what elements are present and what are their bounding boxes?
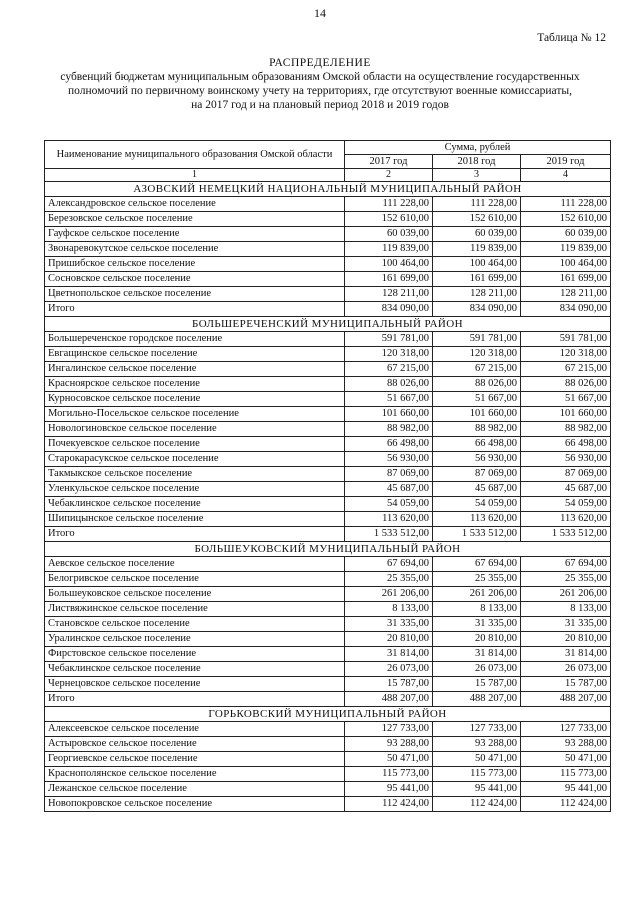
table-row — [45, 392, 611, 407]
table-row — [45, 602, 611, 617]
district-name: БОЛЬШЕРЕЧЕНСКИЙ МУНИЦИПАЛЬНЫЙ РАЙОН — [45, 317, 611, 332]
amount-cell: 591 781,00 — [433, 332, 521, 347]
amount-cell: 50 471,00 — [345, 752, 433, 767]
table-row — [45, 617, 611, 632]
amount-cell: 120 318,00 — [433, 347, 521, 362]
table-row — [45, 677, 611, 692]
amount-cell: 8 133,00 — [433, 602, 521, 617]
amount-cell: 67 215,00 — [433, 362, 521, 377]
index-cell: 4 — [521, 169, 611, 182]
table-row — [45, 272, 611, 287]
amount-cell: 112 424,00 — [433, 797, 521, 812]
year-header-2018: 2018 год — [433, 155, 521, 169]
settlement-name: Красноярское сельское поселение — [45, 377, 345, 392]
amount-cell: 95 441,00 — [521, 782, 611, 797]
amount-cell: 8 133,00 — [521, 602, 611, 617]
amount-cell: 88 982,00 — [345, 422, 433, 437]
amount-cell: 31 814,00 — [433, 647, 521, 662]
amount-cell: 93 288,00 — [521, 737, 611, 752]
amount-cell: 67 694,00 — [345, 557, 433, 572]
settlement-name: Уленкульское сельское поселение — [45, 482, 345, 497]
amount-cell: 112 424,00 — [521, 797, 611, 812]
amount-cell: 88 982,00 — [521, 422, 611, 437]
year-header-2019: 2019 год — [521, 155, 611, 169]
settlement-name: Листвяжинское сельское поселение — [45, 602, 345, 617]
amount-cell: 101 660,00 — [345, 407, 433, 422]
table-row — [45, 767, 611, 782]
amount-cell: 112 424,00 — [345, 797, 433, 812]
page-number: 14 — [314, 6, 326, 20]
amount-cell: 60 039,00 — [521, 227, 611, 242]
amount-cell: 15 787,00 — [521, 677, 611, 692]
table-row — [45, 797, 611, 812]
amount-cell: 50 471,00 — [433, 752, 521, 767]
table-row — [45, 227, 611, 242]
district-row — [45, 707, 611, 722]
amount-cell: 119 839,00 — [345, 242, 433, 257]
heading-line-3: на 2017 год и на плановый период 2018 и 2019 годов — [191, 99, 449, 111]
amount-cell: 67 215,00 — [521, 362, 611, 377]
sum-column-header: Сумма, рублей — [345, 141, 611, 155]
table-row — [45, 557, 611, 572]
heading-line-2: полномочий по первичному воинскому учету на территориях, где отсутствуют военные комиссариаты, — [68, 85, 572, 97]
amount-cell: 31 814,00 — [345, 647, 433, 662]
amount-cell: 88 982,00 — [433, 422, 521, 437]
amount-cell: 45 687,00 — [345, 482, 433, 497]
settlement-name: Цветнопольское сельское поселение — [45, 287, 345, 302]
table-row — [45, 407, 611, 422]
settlement-name: Почекуевское сельское поселение — [45, 437, 345, 452]
amount-cell: 115 773,00 — [345, 767, 433, 782]
amount-cell: 67 694,00 — [433, 557, 521, 572]
heading-title: РАСПРЕДЕЛЕНИЕ — [269, 57, 371, 69]
amount-cell: 51 667,00 — [521, 392, 611, 407]
amount-cell: 54 059,00 — [433, 497, 521, 512]
settlement-name: Чебаклинское сельское поселение — [45, 662, 345, 677]
amount-cell: 93 288,00 — [345, 737, 433, 752]
amount-cell: 488 207,00 — [345, 692, 433, 707]
amount-cell: 60 039,00 — [433, 227, 521, 242]
table-row — [45, 482, 611, 497]
amount-cell: 25 355,00 — [345, 572, 433, 587]
settlement-name: Большереченское городское поселение — [45, 332, 345, 347]
amount-cell: 127 733,00 — [433, 722, 521, 737]
amount-cell: 100 464,00 — [345, 257, 433, 272]
district-name: АЗОВСКИЙ НЕМЕЦКИЙ НАЦИОНАЛЬНЫЙ МУНИЦИПАЛЬНЫЙ РАЙОН — [45, 182, 611, 197]
amount-cell: 1 533 512,00 — [433, 527, 521, 542]
settlement-name: Краснополянское сельское поселение — [45, 767, 345, 782]
settlement-name: Гауфское сельское поселение — [45, 227, 345, 242]
amount-cell: 51 667,00 — [345, 392, 433, 407]
settlement-name: Чебаклинское сельское поселение — [45, 497, 345, 512]
table-row — [45, 332, 611, 347]
table-row — [45, 587, 611, 602]
table-row — [45, 422, 611, 437]
amount-cell: 25 355,00 — [521, 572, 611, 587]
table-row — [45, 347, 611, 362]
table-row — [45, 527, 611, 542]
amount-cell: 113 620,00 — [521, 512, 611, 527]
amount-cell: 93 288,00 — [433, 737, 521, 752]
amount-cell: 31 335,00 — [433, 617, 521, 632]
amount-cell: 113 620,00 — [433, 512, 521, 527]
settlement-name: Аевское сельское поселение — [45, 557, 345, 572]
amount-cell: 1 533 512,00 — [521, 527, 611, 542]
settlement-name: Итого — [45, 692, 345, 707]
table-body — [45, 182, 611, 812]
table-row — [45, 197, 611, 212]
amount-cell: 161 699,00 — [345, 272, 433, 287]
amount-cell: 834 090,00 — [345, 302, 433, 317]
amount-cell: 488 207,00 — [521, 692, 611, 707]
district-row — [45, 317, 611, 332]
subsidy-table — [44, 140, 611, 812]
settlement-name: Сосновское сельское поселение — [45, 272, 345, 287]
settlement-name: Астыровское сельское поселение — [45, 737, 345, 752]
amount-cell: 26 073,00 — [433, 662, 521, 677]
settlement-name: Итого — [45, 527, 345, 542]
amount-cell: 488 207,00 — [433, 692, 521, 707]
amount-cell: 8 133,00 — [345, 602, 433, 617]
table-row — [45, 377, 611, 392]
amount-cell: 127 733,00 — [521, 722, 611, 737]
amount-cell: 111 228,00 — [345, 197, 433, 212]
table-row — [45, 452, 611, 467]
amount-cell: 161 699,00 — [433, 272, 521, 287]
table-row — [45, 257, 611, 272]
table-row — [45, 512, 611, 527]
table-row — [45, 287, 611, 302]
amount-cell: 50 471,00 — [521, 752, 611, 767]
amount-cell: 115 773,00 — [433, 767, 521, 782]
settlement-name: Ингалинское сельское поселение — [45, 362, 345, 377]
amount-cell: 56 930,00 — [521, 452, 611, 467]
amount-cell: 26 073,00 — [521, 662, 611, 677]
table-row — [45, 242, 611, 257]
amount-cell: 115 773,00 — [521, 767, 611, 782]
settlement-name: Александровское сельское поселение — [45, 197, 345, 212]
table-label: Таблица № 12 — [537, 32, 606, 44]
amount-cell: 87 069,00 — [345, 467, 433, 482]
settlement-name: Георгиевское сельское поселение — [45, 752, 345, 767]
settlement-name: Пришибское сельское поселение — [45, 257, 345, 272]
table-row — [45, 752, 611, 767]
district-row — [45, 182, 611, 197]
amount-cell: 66 498,00 — [521, 437, 611, 452]
amount-cell: 128 211,00 — [345, 287, 433, 302]
amount-cell: 88 026,00 — [345, 377, 433, 392]
amount-cell: 161 699,00 — [521, 272, 611, 287]
amount-cell: 56 930,00 — [433, 452, 521, 467]
amount-cell: 101 660,00 — [433, 407, 521, 422]
district-name: ГОРЬКОВСКИЙ МУНИЦИПАЛЬНЫЙ РАЙОН — [45, 707, 611, 722]
table-row — [45, 632, 611, 647]
amount-cell: 66 498,00 — [345, 437, 433, 452]
amount-cell: 120 318,00 — [345, 347, 433, 362]
settlement-name: Алексеевское сельское поселение — [45, 722, 345, 737]
amount-cell: 152 610,00 — [345, 212, 433, 227]
district-row — [45, 542, 611, 557]
amount-cell: 128 211,00 — [521, 287, 611, 302]
amount-cell: 95 441,00 — [433, 782, 521, 797]
amount-cell: 87 069,00 — [433, 467, 521, 482]
amount-cell: 66 498,00 — [433, 437, 521, 452]
amount-cell: 591 781,00 — [521, 332, 611, 347]
amount-cell: 100 464,00 — [521, 257, 611, 272]
amount-cell: 20 810,00 — [433, 632, 521, 647]
settlement-name: Курносовское сельское поселение — [45, 392, 345, 407]
table-row — [45, 722, 611, 737]
index-cell: 1 — [45, 169, 345, 182]
settlement-name: Березовское сельское поселение — [45, 212, 345, 227]
amount-cell: 31 814,00 — [521, 647, 611, 662]
index-cell: 3 — [433, 169, 521, 182]
table-row — [45, 437, 611, 452]
table-row — [45, 662, 611, 677]
settlement-name: Лежанское сельское поселение — [45, 782, 345, 797]
amount-cell: 88 026,00 — [433, 377, 521, 392]
settlement-name: Новопокровское сельское поселение — [45, 797, 345, 812]
amount-cell: 834 090,00 — [433, 302, 521, 317]
settlement-name: Такмыкское сельское поселение — [45, 467, 345, 482]
amount-cell: 591 781,00 — [345, 332, 433, 347]
settlement-name: Чернецовское сельское поселение — [45, 677, 345, 692]
amount-cell: 261 206,00 — [433, 587, 521, 602]
amount-cell: 31 335,00 — [345, 617, 433, 632]
table-row — [45, 737, 611, 752]
settlement-name: Могильно-Посельское сельское поселение — [45, 407, 345, 422]
settlement-name: Уралинское сельское поселение — [45, 632, 345, 647]
amount-cell: 20 810,00 — [521, 632, 611, 647]
amount-cell: 20 810,00 — [345, 632, 433, 647]
amount-cell: 67 694,00 — [521, 557, 611, 572]
amount-cell: 31 335,00 — [521, 617, 611, 632]
amount-cell: 101 660,00 — [521, 407, 611, 422]
amount-cell: 111 228,00 — [433, 197, 521, 212]
amount-cell: 95 441,00 — [345, 782, 433, 797]
amount-cell: 120 318,00 — [521, 347, 611, 362]
year-header-2017: 2017 год — [345, 155, 433, 169]
amount-cell: 88 026,00 — [521, 377, 611, 392]
amount-cell: 1 533 512,00 — [345, 527, 433, 542]
table-row — [45, 302, 611, 317]
amount-cell: 113 620,00 — [345, 512, 433, 527]
document-heading — [20, 56, 620, 112]
amount-cell: 67 215,00 — [345, 362, 433, 377]
table-row — [45, 692, 611, 707]
settlement-name: Итого — [45, 302, 345, 317]
index-cell: 2 — [345, 169, 433, 182]
amount-cell: 45 687,00 — [521, 482, 611, 497]
settlement-name: Шипицынское сельское поселение — [45, 512, 345, 527]
settlement-name: Евгащинское сельское поселение — [45, 347, 345, 362]
amount-cell: 15 787,00 — [345, 677, 433, 692]
amount-cell: 111 228,00 — [521, 197, 611, 212]
table-row — [45, 782, 611, 797]
amount-cell: 127 733,00 — [345, 722, 433, 737]
amount-cell: 119 839,00 — [433, 242, 521, 257]
settlement-name: Белогривское сельское поселение — [45, 572, 345, 587]
table-row — [45, 212, 611, 227]
settlement-name: Большеуковское сельское поселение — [45, 587, 345, 602]
name-column-header: Наименование муниципального образования Омской области — [45, 141, 345, 169]
district-name: БОЛЬШЕУКОВСКИЙ МУНИЦИПАЛЬНЫЙ РАЙОН — [45, 542, 611, 557]
amount-cell: 834 090,00 — [521, 302, 611, 317]
amount-cell: 51 667,00 — [433, 392, 521, 407]
amount-cell: 25 355,00 — [433, 572, 521, 587]
settlement-name: Становское сельское поселение — [45, 617, 345, 632]
settlement-name: Новологиновское сельское поселение — [45, 422, 345, 437]
table-row — [45, 362, 611, 377]
table-row — [45, 647, 611, 662]
amount-cell: 26 073,00 — [345, 662, 433, 677]
settlement-name: Фирстовское сельское поселение — [45, 647, 345, 662]
amount-cell: 87 069,00 — [521, 467, 611, 482]
amount-cell: 54 059,00 — [345, 497, 433, 512]
amount-cell: 100 464,00 — [433, 257, 521, 272]
amount-cell: 54 059,00 — [521, 497, 611, 512]
heading-line-1: субвенций бюджетам муниципальным образованиям Омской области на осуществление государственных — [60, 71, 580, 83]
amount-cell: 261 206,00 — [345, 587, 433, 602]
amount-cell: 261 206,00 — [521, 587, 611, 602]
amount-cell: 15 787,00 — [433, 677, 521, 692]
amount-cell: 128 211,00 — [433, 287, 521, 302]
settlement-name: Звонаревокутское сельское поселение — [45, 242, 345, 257]
amount-cell: 119 839,00 — [521, 242, 611, 257]
table-row — [45, 467, 611, 482]
settlement-name: Старокарасукское сельское поселение — [45, 452, 345, 467]
amount-cell: 45 687,00 — [433, 482, 521, 497]
amount-cell: 60 039,00 — [345, 227, 433, 242]
table-row — [45, 572, 611, 587]
amount-cell: 56 930,00 — [345, 452, 433, 467]
table-row — [45, 497, 611, 512]
amount-cell: 152 610,00 — [433, 212, 521, 227]
amount-cell: 152 610,00 — [521, 212, 611, 227]
